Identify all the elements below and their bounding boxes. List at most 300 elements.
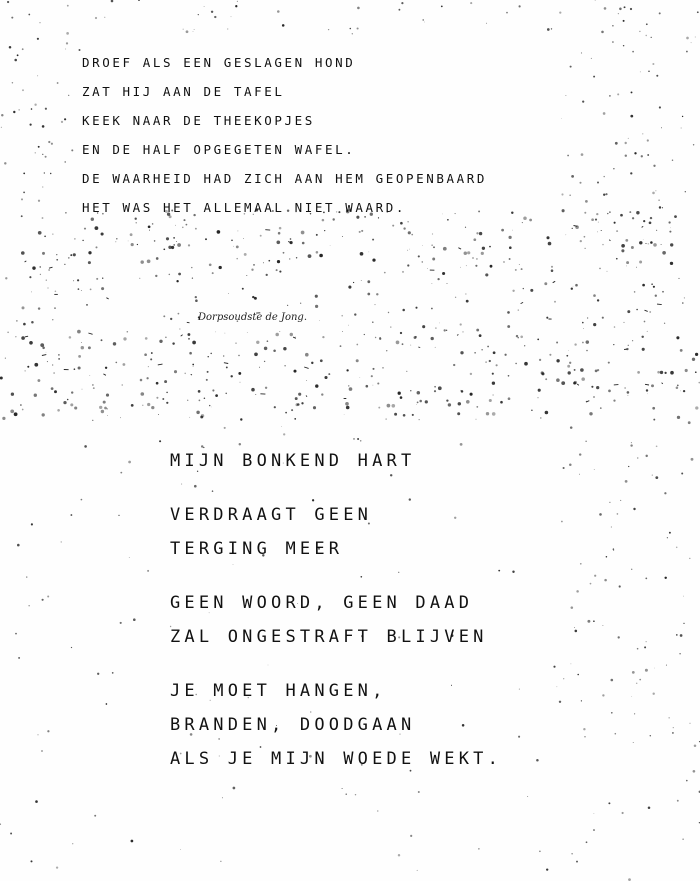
noise-dot xyxy=(650,217,652,219)
noise-dot xyxy=(77,330,81,334)
noise-dot xyxy=(465,227,466,228)
noise-dot xyxy=(226,366,228,368)
noise-dot xyxy=(23,173,25,175)
noise-dot xyxy=(71,647,72,648)
noise-dot xyxy=(355,794,356,795)
noise-dot xyxy=(466,265,467,266)
noise-streak xyxy=(642,226,644,227)
noise-dot xyxy=(48,288,49,289)
noise-dot xyxy=(670,243,673,246)
noise-dot xyxy=(128,461,131,464)
noise-dot xyxy=(650,735,651,736)
noise-dot xyxy=(316,234,318,236)
noise-dot xyxy=(163,315,165,317)
noise-dot xyxy=(448,403,451,406)
noise-dot xyxy=(367,280,370,283)
noise-dot xyxy=(652,192,655,195)
noise-dot xyxy=(553,666,555,668)
noise-dot xyxy=(631,442,632,443)
noise-dot xyxy=(455,297,456,298)
noise-dot xyxy=(97,673,99,675)
noise-dot xyxy=(686,37,689,40)
noise-streak xyxy=(25,336,28,337)
noise-dot xyxy=(531,409,533,411)
noise-dot xyxy=(184,373,185,374)
noise-streak xyxy=(521,302,524,303)
poem-two-line: GEEN WOORD, GEEN DAAD xyxy=(170,593,474,613)
noise-dot xyxy=(82,389,83,390)
noise-dot xyxy=(641,155,643,157)
noise-dot xyxy=(474,352,476,354)
noise-dot xyxy=(479,232,482,235)
noise-dot xyxy=(276,240,280,244)
noise-dot xyxy=(313,406,316,409)
noise-dot xyxy=(183,29,184,30)
noise-dot xyxy=(556,342,558,344)
noise-dot xyxy=(295,397,298,400)
noise-dot xyxy=(523,288,524,289)
noise-dot xyxy=(481,252,484,255)
noise-dot xyxy=(565,234,566,235)
noise-dot xyxy=(69,336,72,339)
noise-dot xyxy=(273,349,276,352)
noise-dot xyxy=(648,243,649,244)
noise-dot xyxy=(463,331,464,332)
noise-dot xyxy=(274,406,276,408)
noise-dot xyxy=(434,390,436,392)
noise-streak xyxy=(645,310,648,311)
noise-dot xyxy=(70,254,72,256)
noise-dot xyxy=(682,839,683,840)
noise-dot xyxy=(54,390,57,393)
noise-dot xyxy=(501,229,504,232)
noise-dot xyxy=(542,372,545,375)
noise-dot xyxy=(422,245,423,246)
noise-dot xyxy=(163,248,165,250)
noise-dot xyxy=(619,8,622,11)
noise-dot xyxy=(418,255,420,257)
noise-dot xyxy=(683,596,684,597)
noise-dot xyxy=(357,7,360,10)
noise-dot xyxy=(570,426,573,429)
noise-dot xyxy=(407,264,409,266)
noise-dot xyxy=(628,138,629,139)
noise-dot xyxy=(88,346,91,349)
noise-dot xyxy=(597,182,599,184)
noise-dot xyxy=(618,636,620,638)
noise-dot xyxy=(518,309,519,310)
noise-dot xyxy=(58,354,60,356)
noise-dot xyxy=(664,492,666,494)
noise-dot xyxy=(322,336,324,338)
noise-dot xyxy=(684,297,685,298)
noise-dot xyxy=(266,274,268,276)
noise-dot xyxy=(42,125,45,128)
noise-dot xyxy=(123,337,126,340)
noise-dot xyxy=(538,397,539,398)
noise-dot xyxy=(122,384,123,385)
noise-dot xyxy=(242,288,244,290)
noise-dot xyxy=(432,233,433,234)
noise-dot xyxy=(682,302,684,304)
noise-streak xyxy=(304,367,308,368)
noise-dot xyxy=(120,472,122,474)
noise-dot xyxy=(7,1,9,3)
noise-dot xyxy=(690,723,691,724)
noise-dot xyxy=(443,247,447,251)
noise-dot xyxy=(410,390,411,391)
noise-dot xyxy=(614,222,616,224)
noise-dot xyxy=(166,402,168,404)
noise-streak xyxy=(224,363,228,364)
noise-dot xyxy=(657,371,660,374)
noise-dot xyxy=(476,232,478,234)
noise-dot xyxy=(639,261,642,264)
noise-dot xyxy=(579,474,580,475)
noise-dot xyxy=(595,0,596,1)
noise-dot xyxy=(574,343,576,345)
poem-two-line: VERDRAAGT GEEN xyxy=(170,505,373,525)
noise-dot xyxy=(194,29,195,30)
noise-dot xyxy=(630,8,632,10)
noise-dot xyxy=(581,153,584,156)
noise-dot xyxy=(544,282,547,285)
noise-dot xyxy=(66,42,68,44)
noise-dot xyxy=(21,251,25,255)
noise-dot xyxy=(26,577,27,578)
noise-dot xyxy=(521,268,523,270)
noise-dot xyxy=(42,154,43,155)
noise-dot xyxy=(256,341,259,344)
noise-dot xyxy=(627,391,630,394)
noise-dot xyxy=(585,441,586,442)
noise-dot xyxy=(476,329,479,332)
noise-dot xyxy=(74,368,76,370)
noise-streak xyxy=(662,383,663,384)
noise-dot xyxy=(192,341,196,345)
noise-dot xyxy=(676,634,678,636)
noise-dot xyxy=(217,230,221,234)
noise-dot xyxy=(283,433,285,435)
noise-dot xyxy=(300,303,301,304)
noise-dot xyxy=(204,6,205,7)
noise-dot xyxy=(599,513,602,516)
poem-two-stanza xyxy=(170,444,502,566)
noise-dot xyxy=(627,395,628,396)
noise-dot xyxy=(556,359,559,362)
noise-dot xyxy=(41,750,42,751)
noise-dot xyxy=(146,377,148,379)
noise-dot xyxy=(95,17,97,19)
noise-streak xyxy=(191,374,192,375)
noise-dot xyxy=(673,727,674,728)
noise-dot xyxy=(407,250,408,251)
noise-dot xyxy=(622,812,624,814)
noise-dot xyxy=(379,338,381,340)
noise-dot xyxy=(386,350,387,351)
noise-dot xyxy=(574,627,575,628)
noise-dot xyxy=(112,672,114,674)
noise-dot xyxy=(435,327,436,328)
noise-dot xyxy=(511,212,513,214)
noise-dot xyxy=(384,272,386,274)
noise-dot xyxy=(25,370,26,371)
noise-dot xyxy=(73,280,74,281)
noise-dot xyxy=(13,111,15,113)
noise-dot xyxy=(28,14,30,16)
noise-dot xyxy=(275,333,279,337)
noise-dot xyxy=(670,262,673,265)
noise-dot xyxy=(630,172,632,174)
noise-dot xyxy=(408,231,411,234)
noise-dot xyxy=(425,400,428,403)
noise-dot xyxy=(214,16,216,18)
noise-dot xyxy=(27,366,29,368)
noise-dot xyxy=(211,407,212,408)
noise-dot xyxy=(16,320,17,321)
poem-two-line: JE MOET HANGEN, xyxy=(170,681,387,701)
noise-dot xyxy=(584,236,586,238)
noise-dot xyxy=(693,770,696,773)
noise-dot xyxy=(571,288,573,290)
noise-dot xyxy=(653,243,657,247)
noise-dot xyxy=(398,9,400,11)
noise-dot xyxy=(625,142,627,144)
noise-dot xyxy=(52,319,53,320)
noise-dot xyxy=(608,362,610,364)
noise-dot xyxy=(433,246,435,248)
noise-streak xyxy=(88,333,92,334)
noise-dot xyxy=(617,513,619,515)
noise-dot xyxy=(188,244,190,246)
noise-dot xyxy=(192,364,194,366)
poem-two-stanza xyxy=(170,586,502,654)
noise-dot xyxy=(81,499,83,501)
noise-dot xyxy=(414,336,417,339)
noise-dot xyxy=(655,476,658,479)
noise-dot xyxy=(61,121,63,123)
noise-dot xyxy=(551,266,553,268)
noise-dot xyxy=(631,696,632,697)
noise-dot xyxy=(645,578,647,580)
noise-dot xyxy=(492,382,495,385)
noise-dot xyxy=(148,225,151,228)
noise-dot xyxy=(154,240,156,242)
noise-dot xyxy=(660,371,663,374)
noise-streak xyxy=(49,267,53,268)
noise-dot xyxy=(150,358,152,360)
noise-dot xyxy=(205,238,207,240)
noise-dot xyxy=(201,414,204,417)
noise-dot xyxy=(235,5,237,7)
noise-dot xyxy=(37,734,38,735)
noise-dot xyxy=(593,294,596,297)
noise-dot xyxy=(81,342,82,343)
noise-dot xyxy=(10,833,12,835)
noise-dot xyxy=(352,33,353,34)
noise-dot xyxy=(554,301,556,303)
noise-dot xyxy=(563,678,564,679)
noise-dot xyxy=(55,291,57,293)
noise-dot xyxy=(623,45,624,46)
noise-dot xyxy=(653,419,655,421)
noise-dot xyxy=(523,217,527,221)
noise-dot xyxy=(186,224,188,226)
noise-dot xyxy=(105,367,107,369)
noise-dot xyxy=(388,312,389,313)
noise-dot xyxy=(647,139,649,141)
noise-dot xyxy=(600,407,602,409)
noise-dot xyxy=(512,570,514,572)
noise-dot xyxy=(626,266,627,267)
noise-streak xyxy=(645,384,649,385)
noise-dot xyxy=(78,49,80,51)
noise-dot xyxy=(360,440,362,442)
noise-dot xyxy=(228,293,229,294)
noise-dot xyxy=(56,254,57,255)
noise-dot xyxy=(189,417,190,418)
noise-dot xyxy=(247,332,248,333)
noise-dot xyxy=(457,412,460,415)
noise-dot xyxy=(316,251,319,254)
noise-dot xyxy=(636,211,639,214)
noise-dot xyxy=(570,663,571,664)
noise-dot xyxy=(670,371,674,375)
noise-dot xyxy=(508,397,511,400)
noise-dot xyxy=(485,273,488,276)
noise-dot xyxy=(584,736,585,737)
poem-two-line: ZAL ONGESTRAFT BLIJVEN xyxy=(170,627,488,647)
noise-dot xyxy=(70,514,72,516)
noise-dot xyxy=(561,193,563,195)
noise-dot xyxy=(478,848,479,849)
noise-dot xyxy=(589,412,592,415)
noise-dot xyxy=(593,620,595,622)
noise-dot xyxy=(593,323,596,326)
noise-dot xyxy=(259,367,260,368)
noise-dot xyxy=(354,313,356,315)
noise-dot xyxy=(597,232,598,233)
noise-dot xyxy=(591,218,594,221)
noise-dot xyxy=(431,245,432,246)
noise-dot xyxy=(348,286,351,289)
noise-dot xyxy=(219,266,222,269)
noise-dot xyxy=(68,95,69,96)
noise-dot xyxy=(402,343,404,345)
noise-dot xyxy=(188,338,190,340)
noise-dot xyxy=(602,317,604,319)
noise-dot xyxy=(460,390,461,391)
noise-dot xyxy=(472,257,473,258)
noise-dot xyxy=(460,267,461,268)
noise-dot xyxy=(23,323,26,326)
noise-dot xyxy=(634,152,636,154)
noise-dot xyxy=(576,861,578,863)
noise-dot xyxy=(54,307,56,309)
noise-dot xyxy=(315,384,318,387)
noise-dot xyxy=(508,236,511,239)
noise-dot xyxy=(159,340,162,343)
noise-dot xyxy=(627,310,630,313)
noise-dot xyxy=(586,350,588,352)
noise-dot xyxy=(372,258,375,261)
noise-dot xyxy=(482,247,485,250)
noise-dot xyxy=(570,195,571,196)
noise-dot xyxy=(651,37,652,38)
noise-dot xyxy=(549,354,551,356)
noise-dot xyxy=(305,353,309,357)
noise-dot xyxy=(609,211,611,213)
noise-dot xyxy=(434,386,436,388)
noise-dot xyxy=(31,291,32,292)
noise-dot xyxy=(86,304,88,306)
noise-dot xyxy=(372,239,374,241)
noise-dot xyxy=(546,317,548,319)
noise-dot xyxy=(56,259,58,261)
noise-streak xyxy=(158,364,163,365)
noise-dot xyxy=(301,402,303,404)
noise-dot xyxy=(233,787,236,790)
noise-dot xyxy=(225,393,226,394)
noise-dot xyxy=(666,665,667,666)
noise-dot xyxy=(438,386,442,390)
noise-dot xyxy=(568,350,569,351)
noise-dot xyxy=(81,290,82,291)
noise-dot xyxy=(446,330,447,331)
noise-dot xyxy=(193,31,194,32)
noise-dot xyxy=(47,595,49,597)
noise-dot xyxy=(208,356,209,357)
noise-dot xyxy=(152,223,154,225)
noise-dot xyxy=(22,306,25,309)
noise-dot xyxy=(642,133,643,134)
noise-dot xyxy=(92,384,93,385)
noise-dot xyxy=(593,76,595,78)
noise-dot xyxy=(493,351,496,354)
poem-two-line: BRANDEN, DOODGAAN xyxy=(170,715,416,735)
noise-dot xyxy=(470,2,472,4)
noise-dot xyxy=(279,331,280,332)
noise-dot xyxy=(350,28,352,30)
noise-dot xyxy=(346,406,350,410)
noise-dot xyxy=(315,305,318,308)
noise-dot xyxy=(1,114,3,116)
noise-dot xyxy=(653,165,655,167)
noise-dot xyxy=(212,389,214,391)
noise-dot xyxy=(268,260,270,262)
noise-dot xyxy=(290,333,293,336)
noise-dot xyxy=(581,52,582,53)
noise-dot xyxy=(662,251,666,255)
noise-dot xyxy=(96,278,98,280)
noise-dot xyxy=(176,280,178,282)
noise-dot xyxy=(71,149,73,151)
noise-dot xyxy=(658,199,660,201)
noise-dot xyxy=(40,22,41,23)
noise-dot xyxy=(645,669,648,672)
noise-dot xyxy=(382,367,383,368)
noise-dot xyxy=(193,366,194,367)
noise-dot xyxy=(645,243,646,244)
noise-dot xyxy=(113,342,116,345)
noise-dot xyxy=(677,800,679,802)
noise-dot xyxy=(14,59,17,62)
noise-dot xyxy=(21,215,23,217)
noise-dot xyxy=(215,332,216,333)
noise-dot xyxy=(29,276,31,278)
noise-dot xyxy=(435,347,436,348)
noise-dot xyxy=(605,193,607,195)
